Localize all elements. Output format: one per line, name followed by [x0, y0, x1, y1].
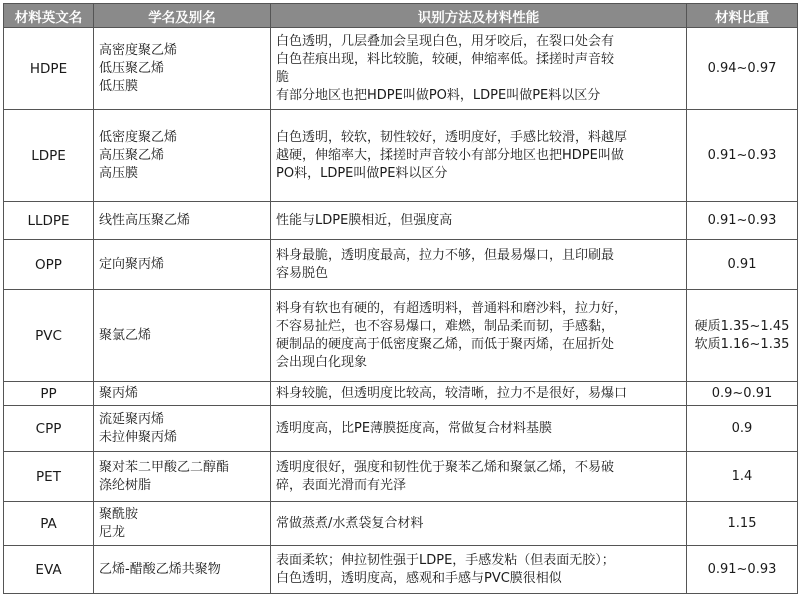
- material-method: [271, 546, 687, 594]
- material-abbr: PP: [4, 382, 94, 406]
- table-row: [4, 110, 798, 202]
- method-line: PO料，LDPE叫做PE料以区分: [276, 165, 448, 181]
- table-row: [4, 546, 798, 594]
- method-line: 透明度高，比PE薄膜挺度高，常做复合材料基膜: [276, 420, 553, 436]
- material-name-line: 未拉伸聚丙烯: [99, 429, 178, 445]
- material-gravity: [687, 452, 798, 502]
- method-line: 有部分地区也把HDPE叫做PO料，LDPE叫做PE料以区分: [276, 87, 601, 103]
- method-line: 表面柔软；伸拉韧性强于LDPE，手感发粘（但表面无胶）；: [276, 552, 615, 568]
- material-name-line: 乙烯-醋酸乙烯共聚物: [99, 561, 221, 577]
- header-specific-gravity: 材料比重: [687, 4, 798, 28]
- material-method: [271, 502, 687, 546]
- gravity-line: 0.9: [731, 420, 753, 436]
- material-method: [271, 452, 687, 502]
- material-abbr: PET: [4, 452, 94, 502]
- method-line: 越硬，伸缩率大，揉搓时声音较小有部分地区也把HDPE叫做: [276, 147, 624, 163]
- material-abbr: LLDPE: [4, 202, 94, 240]
- materials-table: [3, 3, 798, 594]
- material-abbr: OPP: [4, 240, 94, 290]
- material-names: [94, 452, 271, 502]
- material-gravity: [687, 406, 798, 452]
- material-name-line: 高压聚乙烯: [99, 147, 165, 163]
- method-line: 料身有软也有硬的，有超透明料，普通料和磨沙料，拉力好，: [276, 300, 628, 316]
- material-abbr: HDPE: [4, 28, 94, 110]
- material-names: [94, 240, 271, 290]
- material-name-line: 高压膜: [99, 165, 139, 181]
- header-identification-method: 识别方法及材料性能: [271, 4, 687, 28]
- material-name-line: 聚氯乙烯: [99, 327, 152, 343]
- material-abbr: PA: [4, 502, 94, 546]
- material-names: [94, 382, 271, 406]
- material-name-line: 涤纶树脂: [99, 477, 152, 493]
- gravity-line: 1.4: [731, 468, 753, 484]
- method-line: 硬制品的硬度高于低密度聚乙烯，而低于聚丙烯，在屈折处: [276, 336, 615, 352]
- material-method: [271, 290, 687, 382]
- material-gravity: [687, 546, 798, 594]
- material-name-line: 线性高压聚乙烯: [99, 212, 191, 228]
- gravity-line: 1.15: [727, 515, 757, 531]
- method-line: 白色茬痕出现，料比较脆，较硬，伸缩率低。揉搓时声音较: [276, 51, 615, 67]
- table-body: [4, 28, 798, 594]
- method-line: 透明度很好，强度和韧性优于聚苯乙烯和聚氯乙烯，不易破: [276, 459, 615, 475]
- method-line: 脆: [276, 69, 290, 85]
- material-names: [94, 28, 271, 110]
- method-line: 容易脱色: [276, 265, 329, 281]
- method-line: 会出现白化现象: [276, 354, 368, 370]
- method-line: 常做蒸煮/水煮袋复合材料: [276, 515, 424, 531]
- method-line: 碎，表面光滑而有光泽: [276, 477, 407, 493]
- table-row: [4, 452, 798, 502]
- table-row: [4, 406, 798, 452]
- method-line: 白色透明，透明度高，感观和手感与PVC膜很相似: [276, 570, 562, 586]
- method-line: 白色透明，较软，韧性较好，透明度好，手感比较滑，料越厚: [276, 129, 628, 145]
- header-english-name: 材料英文名: [4, 4, 94, 28]
- gravity-line: 0.91: [727, 256, 757, 272]
- gravity-line: 0.91~0.93: [707, 147, 777, 163]
- table-row: [4, 202, 798, 240]
- material-method: [271, 382, 687, 406]
- header-scientific-name: 学名及别名: [94, 4, 271, 28]
- material-method: [271, 110, 687, 202]
- material-name-line: 定向聚丙烯: [99, 256, 165, 272]
- method-line: 料身较脆，但透明度比较高，较清晰，拉力不是很好，易爆口: [276, 385, 628, 401]
- material-name-line: 尼龙: [99, 524, 126, 540]
- material-name-line: 低压膜: [99, 78, 139, 94]
- material-name-line: 低压聚乙烯: [99, 60, 165, 76]
- method-line: 料身最脆，透明度最高，拉力不够，但最易爆口，且印刷最: [276, 247, 615, 263]
- material-names: [94, 290, 271, 382]
- table-row: [4, 28, 798, 110]
- material-method: [271, 202, 687, 240]
- material-gravity: [687, 382, 798, 406]
- table-row: [4, 382, 798, 406]
- gravity-line: 0.91~0.93: [707, 212, 777, 228]
- material-gravity: [687, 202, 798, 240]
- table-row: [4, 240, 798, 290]
- material-name-line: 聚丙烯: [99, 385, 139, 401]
- method-line: 不容易扯烂，也不容易爆口，难燃，制品柔而韧，手感黏，: [276, 318, 615, 334]
- gravity-line: 0.94~0.97: [707, 60, 777, 76]
- gravity-line: 硬质1.35~1.45: [694, 318, 790, 334]
- material-gravity: [687, 290, 798, 382]
- material-name-line: 流延聚丙烯: [99, 411, 165, 427]
- material-gravity: [687, 110, 798, 202]
- material-abbr: LDPE: [4, 110, 94, 202]
- material-abbr: CPP: [4, 406, 94, 452]
- gravity-line: 0.9~0.91: [711, 385, 773, 401]
- table-row: [4, 290, 798, 382]
- gravity-line: 0.91~0.93: [707, 561, 777, 577]
- material-method: [271, 28, 687, 110]
- table-row: [4, 502, 798, 546]
- header-row: [4, 4, 798, 28]
- material-abbr: EVA: [4, 546, 94, 594]
- material-names: [94, 502, 271, 546]
- material-names: [94, 546, 271, 594]
- material-abbr: PVC: [4, 290, 94, 382]
- method-line: 性能与LDPE膜相近，但强度高: [276, 212, 453, 228]
- gravity-line: 软质1.16~1.35: [694, 336, 790, 352]
- material-method: [271, 240, 687, 290]
- material-gravity: [687, 240, 798, 290]
- material-name-line: 高密度聚乙烯: [99, 42, 178, 58]
- material-method: [271, 406, 687, 452]
- material-gravity: [687, 28, 798, 110]
- material-name-line: 聚对苯二甲酸乙二醇酯: [99, 459, 230, 475]
- material-gravity: [687, 502, 798, 546]
- material-name-line: 聚酰胺: [99, 506, 139, 522]
- material-name-line: 低密度聚乙烯: [99, 129, 178, 145]
- material-names: [94, 406, 271, 452]
- material-names: [94, 202, 271, 240]
- material-names: [94, 110, 271, 202]
- method-line: 白色透明，几层叠加会呈现白色，用牙咬后，在裂口处会有: [276, 33, 615, 49]
